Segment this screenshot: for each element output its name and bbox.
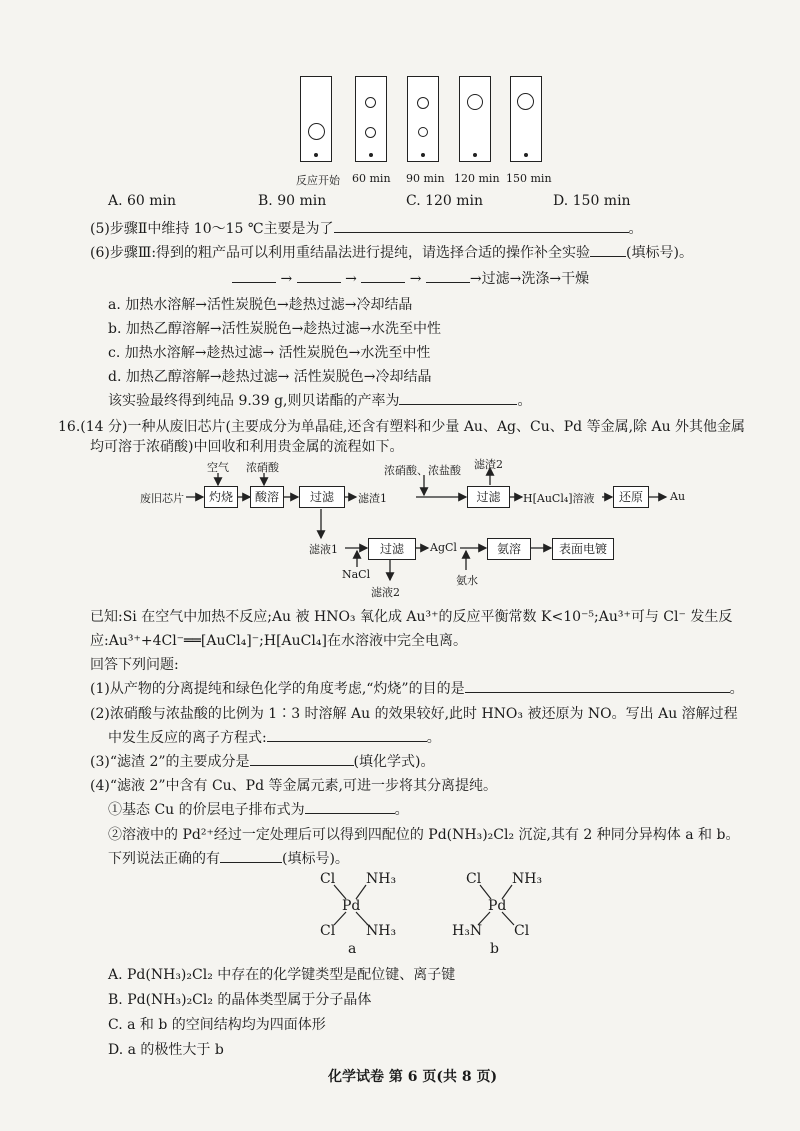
label-ammonia: 氨水 [456,574,478,587]
q16-option-b: B. Pd(NH₃)₂Cl₂ 的晶体类型属于分子晶体 [108,992,372,1008]
isomer-b-bottom-right: Cl [514,923,530,939]
step-filter-2: 过滤 [467,486,510,508]
answer-prompt: 回答下列问题: [90,657,179,673]
q16-part4-2b-tail: (填标号)。 [282,851,349,867]
isomer-b-top-right: NH₃ [512,871,543,887]
tlc-label-3: 120 min [454,172,500,185]
q16-part4-2b-text: 下列说法正确的有 [108,851,220,867]
q16-option-d: D. a 的极性大于 b [108,1042,224,1058]
label-residue2-top: 滤渣2 [474,458,503,471]
isomer-a-bottom-left: Cl [320,923,336,939]
label-air: 空气 [207,461,229,474]
choice-d: d. 加热乙醇溶解→趁热过滤→ 活性炭脱色→冷却结晶 [108,369,432,385]
q16-part4-1-text: ①基态 Cu 的价层电子排布式为 [108,802,305,818]
isomer-b-label: b [490,941,499,957]
step-reduce: 还原 [613,486,649,508]
q15-part5: (5)步骤Ⅱ中维持 10～15 ℃主要是为了 。 [90,221,643,237]
option-a: A. 60 min [108,193,177,209]
q15-part5-text: (5)步骤Ⅱ中维持 10～15 ℃主要是为了 [90,221,334,237]
tlc-label-4: 150 min [506,172,552,185]
label-nacl: NaCl [342,568,371,581]
q16-part2b-text: 中发生反应的离子方程式: [108,730,267,746]
step-acid-dissolve: 酸溶 [250,486,284,508]
step-ammonia-dissolve: 氨溶 [487,538,531,560]
label-haucl4: H[AuCl₄]溶液 [523,492,595,505]
q16-intro-2: 均可溶于浓硝酸)中回收和利用贵金属的流程如下。 [90,439,404,455]
q16-part1-text: (1)从产物的分离提纯和绿色化学的角度考虑,“灼烧”的目的是 [90,681,465,697]
label-residue1: 滤渣1 [358,492,387,505]
q16-part4: (4)“滤液 2”中含有 Cu、Pd 等金属元素,可进一步将其分离提纯。 [90,778,497,794]
q16-part3-tail: (填化学式)。 [353,754,435,770]
label-filtrate1: 滤液1 [309,543,338,556]
fill-tail: →过滤→洗涤→干燥 [469,271,590,287]
known-info-1: 已知:Si 在空气中加热不反应;Au 被 HNO₃ 氧化成 Au³⁺的反应平衡常数 K<10⁻⁵;Au³⁺可与 Cl⁻ 发生反 [90,609,733,625]
isomer-b-bottom-left: H₃N [452,923,483,939]
label-chip: 废旧芯片 [140,492,184,505]
q15-part6-text: (6)步骤Ⅲ:得到的粗产品可以利用重结晶法进行提纯，请选择合适的操作补全实验 [90,245,591,261]
label-agcl: AgCl [430,541,457,554]
choice-a: a. 加热水溶解→活性炭脱色→趁热过滤→冷却结晶 [108,297,413,313]
step-plating: 表面电镀 [552,538,614,560]
tlc-label-2: 90 min [406,172,445,185]
option-d: D. 150 min [553,193,631,209]
q16-option-a: A. Pd(NH₃)₂Cl₂ 中存在的化学键类型是配位键、离子键 [108,967,456,983]
known-info-2: 应:Au³⁺+4Cl⁻══[AuCl₄]⁻;H[AuCl₄]在水溶液中完全电离。 [90,633,467,649]
label-filtrate2: 滤液2 [371,586,400,599]
isomer-b-top-left: Cl [466,871,482,887]
yield-text: 该实验最终得到纯品 9.39 g,则贝诺酯的产率为 [108,393,400,409]
label-mixed-acid: 浓硝酸、浓盐酸 [384,464,461,477]
choice-c: c. 加热水溶解→趁热过滤→ 活性炭脱色→水洗至中性 [108,345,431,361]
step-burn: 灼烧 [204,486,238,508]
page-footer: 化学试卷 第 6 页(共 8 页) [328,1069,498,1085]
option-c: C. 120 min [406,193,484,209]
isomer-a-bottom-right: NH₃ [366,923,397,939]
step-filter-3: 过滤 [368,538,416,560]
q16-part3-text: (3)“滤渣 2”的主要成分是 [90,754,250,770]
isomer-b-center: Pd [488,898,507,914]
isomer-a-center: Pd [342,898,361,914]
fill-sequence: → → → →过滤→洗涤→干燥 [232,270,589,288]
isomer-a-label: a [348,941,357,957]
choice-b: b. 加热乙醇溶解→活性炭脱色→趁热过滤→水洗至中性 [108,321,442,337]
option-b: B. 90 min [258,193,327,209]
q15-part6-tail: (填标号)。 [626,245,693,261]
tlc-label-0: 反应开始 [296,174,340,187]
step-filter-1: 过滤 [299,486,345,508]
q16-option-c: C. a 和 b 的空间结构均为四面体形 [108,1017,326,1033]
isomer-a-top-left: Cl [320,871,336,887]
q16-part1: (1)从产物的分离提纯和绿色化学的角度考虑,“灼烧”的目的是 。 [90,681,744,697]
q16-intro-1: 16.(14 分)一种从废旧芯片(主要成分为单晶硅,还含有塑料和少量 Au、Ag、Cu、Pd 等金属,除 Au 外其他金属 [58,419,746,435]
q16-part2a: (2)浓硝酸与浓盐酸的比例为 1∶3 时溶解 Au 的效果较好,此时 HNO₃ 被还原为 NO。写出 Au 溶解过程 [90,706,738,722]
tlc-label-1: 60 min [352,172,391,185]
isomer-a-top-right: NH₃ [366,871,397,887]
q16-part2b: 中发生反应的离子方程式: 。 [108,730,441,746]
q16-part4-1: ①基态 Cu 的价层电子排布式为 。 [108,802,409,818]
q16-part4-2a: ②溶液中的 Pd²⁺经过一定处理后可以得到四配位的 Pd(NH₃)₂Cl₂ 沉淀,其有 2 种同分异构体 a 和 b。 [108,827,740,843]
yield-line: 该实验最终得到纯品 9.39 g,则贝诺酯的产率为 。 [108,393,532,409]
label-au: Au [670,490,686,503]
label-hno3: 浓硝酸 [246,461,279,474]
